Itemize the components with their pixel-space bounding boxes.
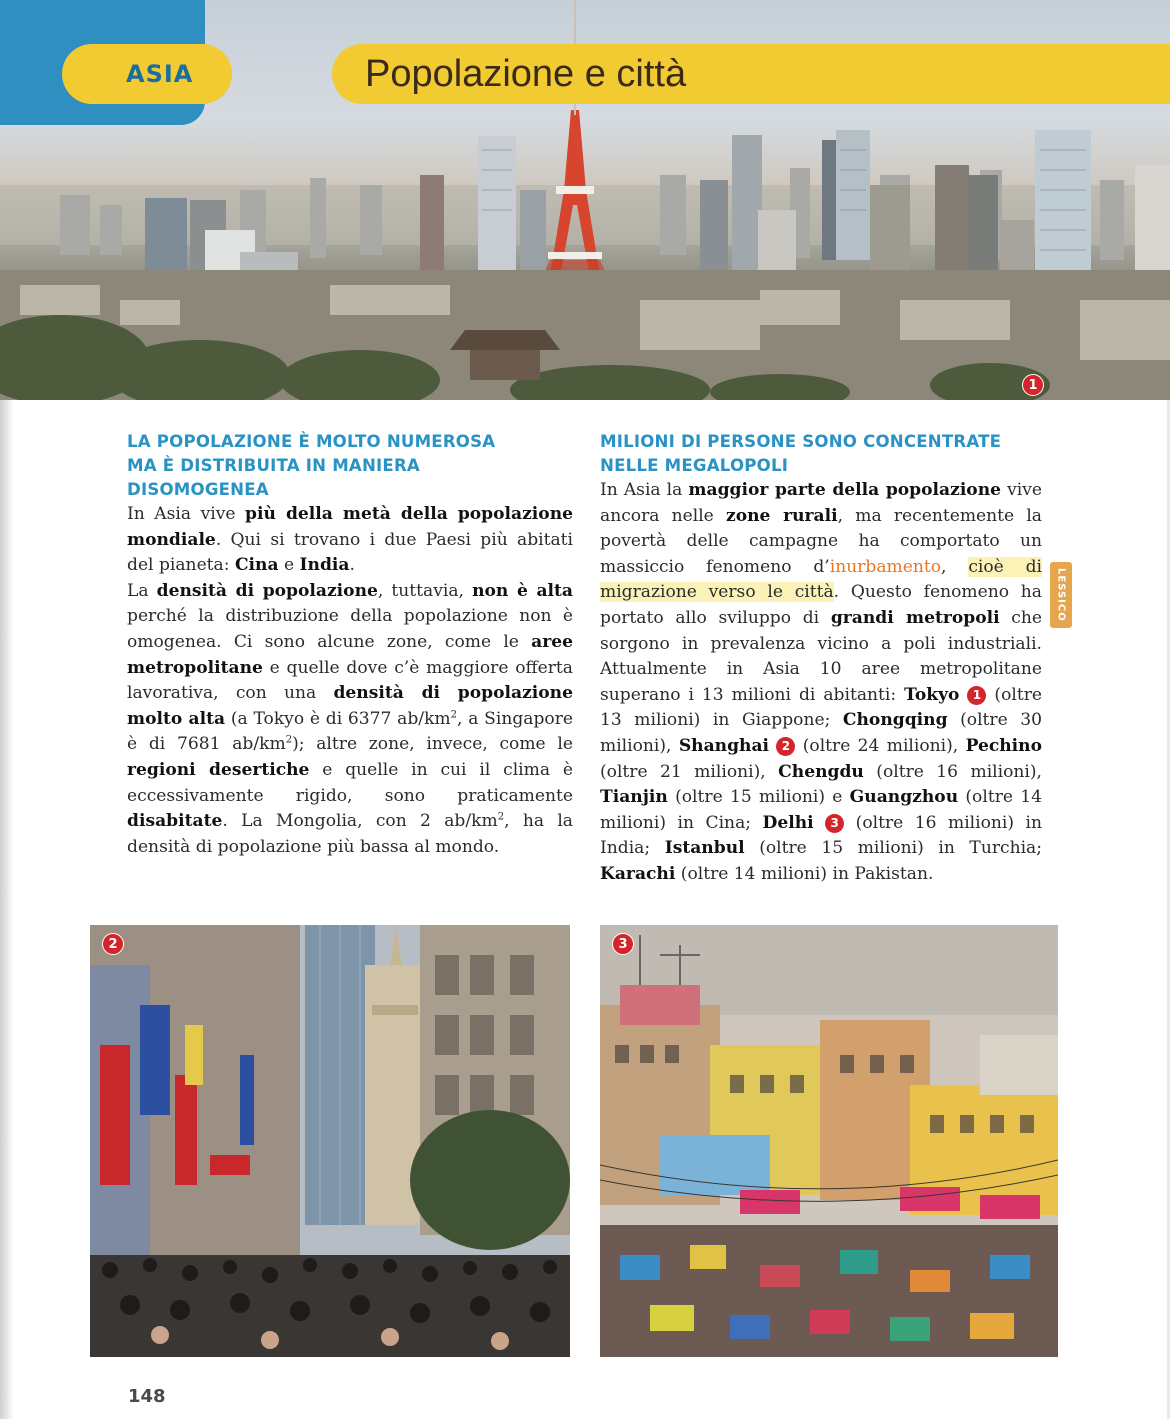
inline-photo-badge: 1: [967, 686, 986, 705]
bold-run: non è alta: [472, 580, 573, 601]
text-run: (oltre 13 milioni) in Giappone;: [600, 684, 1042, 731]
page-title-pill: [332, 44, 1170, 104]
right-column: [600, 430, 1042, 888]
city-name: Shanghai: [678, 735, 770, 756]
text-run: che sorgono in prevalenza vicino a poli industriali. Attualmente in Asia 10 aree metropolitane superano i 13 milioni di abitanti:: [600, 607, 1043, 705]
left-paragraph-2: [127, 579, 573, 861]
text-run: La: [127, 580, 157, 601]
lexicon-term[interactable]: inurbamento: [829, 556, 942, 577]
city-name: Delhi: [762, 812, 814, 833]
city-name: Tokyo: [904, 684, 960, 705]
text-run: (oltre 14 milioni) in Pakistan.: [675, 863, 934, 884]
superscript: 2: [285, 734, 293, 746]
delhi-market-illustration: [600, 925, 1058, 1357]
left-heading-line-2: MA È DISTRIBUITA IN MANIERA: [127, 456, 420, 475]
text-run: ,: [941, 556, 969, 577]
text-run: e: [278, 555, 300, 576]
photo-badge-shanghai: 2: [102, 933, 124, 955]
right-paragraph-1: [600, 478, 1042, 888]
city-name: Tianjin: [600, 787, 668, 808]
superscript: 2: [450, 709, 458, 721]
bold-run: aree metropolitane: [127, 631, 573, 678]
text-run: ); altre zone, invece, come le: [292, 734, 573, 755]
city-name: Chongqing: [842, 710, 948, 731]
text-run: .: [349, 555, 355, 576]
section-label: ASIA: [126, 60, 194, 88]
text-run: (oltre 30 milioni),: [600, 710, 1042, 756]
bold-run: regioni desertiche: [127, 759, 310, 780]
lexicon-tab-label: LESSICO: [1055, 568, 1067, 622]
right-column-heading: [600, 430, 1042, 478]
lexicon-tab[interactable]: [1050, 562, 1072, 628]
city-name: Guangzhou: [849, 787, 959, 808]
photo-badge-tokyo: 1: [1022, 374, 1044, 396]
bold-run: densità di popolazione: [156, 580, 378, 601]
text-run: perché la distribuzione della popolazione non è omogenea. Ci sono alcune zone, come le: [127, 606, 573, 652]
shanghai-street-illustration: [90, 925, 570, 1357]
page-gutter-shadow: [0, 400, 14, 1419]
text-run: (oltre 16 milioni) in India;: [600, 812, 1042, 859]
page-number: 148: [128, 1386, 166, 1407]
left-heading-line-1: LA POPOLAZIONE È MOLTO NUMEROSA: [127, 432, 496, 451]
text-run: (oltre 16 milioni),: [863, 761, 1042, 782]
text-run: In Asia vive: [127, 504, 246, 524]
bold-run: grandi metropoli: [830, 607, 1000, 628]
inline-photo-badge: 2: [776, 737, 795, 756]
city-name: Istanbul: [664, 838, 745, 859]
text-run: , ha la densità di popolazione più bassa al mondo.: [127, 811, 573, 857]
text-run: vive ancora nelle: [600, 480, 1042, 526]
bold-run: zone rurali: [726, 505, 838, 526]
city-name: Karachi: [600, 863, 676, 884]
left-column: [127, 430, 573, 860]
superscript: 2: [497, 811, 505, 823]
text-run: , tuttavia,: [377, 580, 473, 601]
right-heading-line-1: MILIONI DI PERSONE SONO CONCENTRATE: [600, 432, 1002, 451]
shanghai-street-photo: [90, 925, 570, 1357]
city-name: Pechino: [965, 735, 1042, 756]
left-heading-line-3: DISOMOGENEA: [127, 480, 269, 499]
tokyo-skyline-photo: [0, 0, 1170, 400]
bold-run: Cina: [234, 555, 279, 576]
bold-run: disabitate: [127, 811, 223, 832]
text-run: e quelle dove c’è maggiore offerta lavorativa, con una: [127, 657, 573, 704]
left-paragraph-1: [127, 502, 573, 579]
text-run: . Questo fenomeno ha portato allo sviluppo di: [600, 582, 1042, 628]
inline-photo-badge: 3: [825, 814, 844, 833]
text-run: , a Singapore è di 7681 ab/km: [127, 708, 573, 755]
bold-run: maggior parte della popolazione: [688, 480, 1002, 500]
photo-badge-delhi: 3: [612, 933, 634, 955]
right-heading-line-2: NELLE MEGALOPOLI: [600, 456, 789, 475]
text-run: e quelle in cui il clima è eccessivamente rigido, sono praticamente: [127, 759, 573, 806]
left-column-heading: [127, 430, 573, 502]
page-title: Popolazione e città: [365, 52, 687, 95]
text-run: (a Tokyo è di 6377 ab/km: [225, 708, 451, 729]
text-run: (oltre 14 milioni) in Cina;: [600, 787, 1042, 833]
text-run: . Qui si trovano i due Paesi più abitati del pianeta:: [127, 529, 573, 576]
text-run: , ma recentemente la povertà delle campagne ha comportato un massiccio fenomeno d’: [600, 505, 1042, 577]
text-run: . La Mongolia, con 2 ab/km: [222, 811, 498, 832]
text-run: In Asia la: [600, 480, 689, 500]
bold-run: India: [299, 555, 350, 576]
text-run: (oltre 15 milioni) e: [667, 787, 850, 808]
lexicon-definition-highlight: cioè di migrazione verso le città: [600, 556, 1043, 603]
text-run: (oltre 21 milioni),: [600, 761, 779, 782]
section-label-pill: [62, 44, 232, 104]
text-run: (oltre 15 milioni) in Turchia;: [744, 838, 1043, 859]
delhi-market-photo: [600, 925, 1058, 1357]
city-name: Chengdu: [778, 761, 864, 782]
bold-run: più della metà della popolazione mondiale: [127, 504, 574, 550]
bold-run: densità di popolazione molto alta: [127, 683, 573, 729]
text-run: (oltre 24 milioni),: [795, 735, 966, 756]
